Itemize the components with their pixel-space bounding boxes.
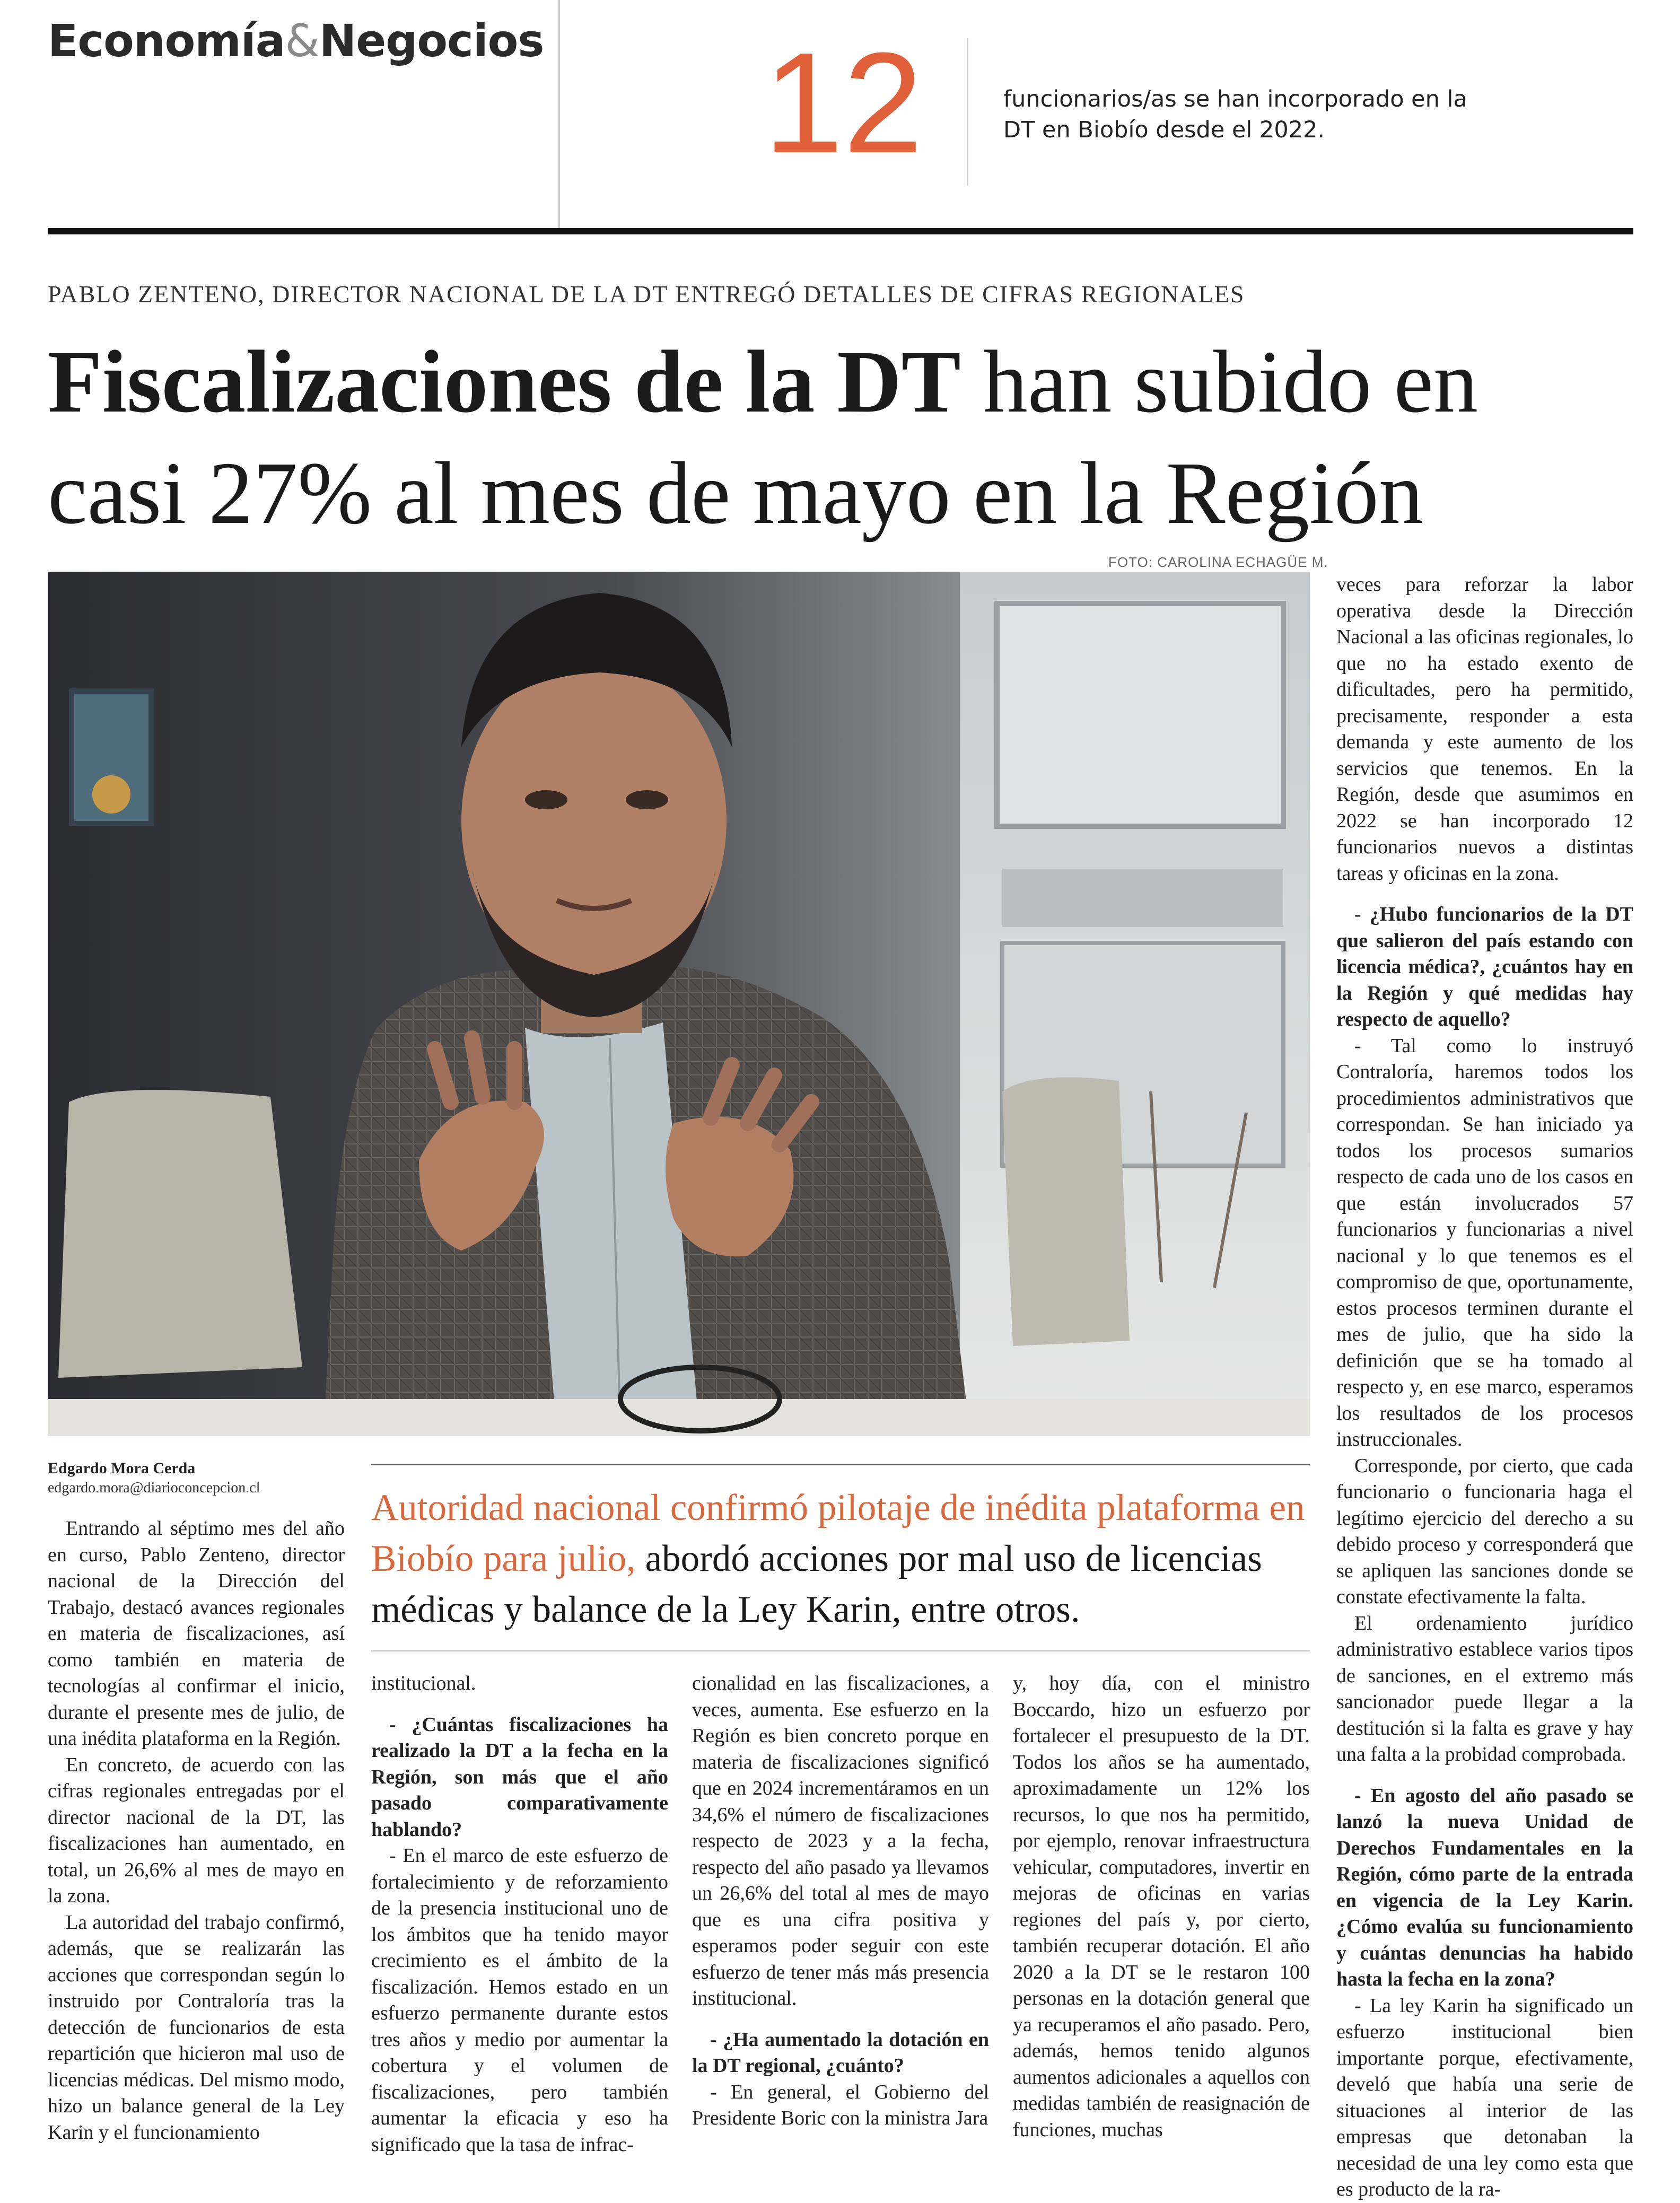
headline-bold: Fiscalizaciones de la DT: [48, 333, 961, 431]
paragraph: El ordenamiento jurídico administrativo establece varios tipos de sanciones, en el extremo más sancionador puede llegar a la destitución si la falta es grave y hay una falta a la probidad comprobada.: [1336, 1612, 1633, 1765]
interview-answer: - En el marco de este esfuerzo de fortalecimiento y de reforzamiento de la presencia institucional uno de los ámbitos que ha tenido mayor crecimiento es el ámbito de la fiscalización. Hemos estado en un esfuerzo permanente durante estos tres años y medio por aumentar la cobertura y el volumen de fiscalizaciones, pero también aumentar la eficacia y eso ha significado que la tasa de infrac-: [371, 1844, 668, 2156]
interview-answer: - La ley Karin ha significado un esfuerzo institucional bien importante porque, efectivamente, develó que había una serie de situaciones al interior de las empresas que detonaban la necesidad de una ley como esta que es producto de la ra-: [1336, 1994, 1633, 2200]
highlight-note: funcionarios/as se han incorporado en la DT en Biobío desde el 2022.: [1003, 86, 1467, 143]
article-column-5: [1336, 572, 1633, 2203]
article-column-4: [1013, 1671, 1310, 2143]
subhead-rule-bottom: [371, 1650, 1310, 1651]
interview-answer: y, hoy día, con el ministro Boccardo, hizo un esfuerzo por fortalecer el presupuesto de la DT. Todos los años se ha aumentado, aproximadamente un 12% los recursos, lo que nos ha permitido, por ejemplo, renovar infraestructura vehicular, computadores, invertir en mejoras de oficinas en varias regiones del país y, por cierto, también recuperar dotación. El año 2020 a la DT se le restaron 100 personas en la dotación general que ya recuperamos el año pasado. Pero, además, hemos tenido algunos aumentos adicionales a aquellos con medidas también de reasignación de funciones, muchas: [1013, 1672, 1310, 2141]
kicker: PABLO ZENTENO, DIRECTOR NACIONAL DE LA DT ENTREGÓ DETALLES DE CIFRAS REGIONALES: [48, 281, 1245, 308]
subhead-rest: abordó acciones por mal uso de licencias médicas y balance de la Ley Karin, entre otros.: [371, 1538, 1262, 1630]
paragraph: La autoridad del trabajo confirmó, además, que se realizarán las acciones que correspondan según lo instruido por Contraloría tras la detección de funcionarios de esta repartición que hicieron mal uso de licencias médicas. Del mismo modo, hizo un balance general de la Ley Karin y el funcionamiento: [48, 1911, 345, 2144]
byline-name: Edgardo Mora Cerda: [48, 1459, 196, 1477]
header-divider: [967, 38, 968, 186]
interview-question: - ¿Ha aumentado la dotación en la DT regional, ¿cuánto?: [692, 2028, 989, 2077]
header-divider: [558, 0, 560, 228]
section-name: Economía&Negocios: [48, 15, 544, 67]
interview-answer: cionalidad en las fiscalizaciones, a veces, aumenta. Ese esfuerzo en la Región es bien concreto porque en materia de fiscalizaciones significó que en 2024 incrementáramos en un 34,6% el número de fiscalizaciones respecto de 2023 y a la fecha, respecto del año pasado ya llevamos un 26,6% del total al mes de mayo que es una cifra positiva y esperamos poder seguir con este esfuerzo de tener más más presencia institucional.: [692, 1672, 989, 2009]
paragraph: institucional.: [371, 1672, 476, 1694]
header-rule: [48, 228, 1633, 234]
byline-email: edgardo.mora@diarioconcepcion.cl: [48, 1480, 260, 1496]
interview-question: - En agosto del año pasado se lanzó la nueva Unidad de Derechos Fundamentales en la Región, cómo parte de la entrada en vigencia de la Ley Karin. ¿Cómo evalúa su funcionamiento y cuántas denuncias ha habido hasta la fecha en la zona?: [1336, 1784, 1633, 1990]
interview-question: - ¿Hubo funcionarios de la DT que salieron del país estando con licencia médica?, ¿cuántos hay en la Región y qué medidas hay respecto de aquello?: [1336, 903, 1633, 1030]
headline: [48, 326, 1639, 549]
interview-question: - ¿Cuántas fiscalizaciones ha realizado la DT a la fecha en la Región, son más que el año pasado comparativamente hablando?: [371, 1713, 668, 1841]
headline-rest: han subido en casi 27% al mes de mayo en la Región: [48, 333, 1478, 543]
interview-answer: - En general, el Gobierno del Presidente Boric con la ministra Jara: [692, 2080, 989, 2129]
paragraph: Corresponde, por cierto, que cada funcionario o funcionaria haga el legítimo ejercicio del derecho a su debido proceso y corresponderá que se apliquen las sanciones donde se constate efectivamente la falta.: [1336, 1454, 1633, 1608]
article-column-3: [692, 1671, 989, 2132]
subhead-highlight: Autoridad nacional confirmó pilotaje de inédita plataforma en Biobío para julio,: [371, 1487, 1305, 1579]
interview-answer: veces para reforzar la labor operativa desde la Dirección Nacional a las oficinas regionales, lo que no ha estado exento de dificultades, pero ha permitido, precisamente, responder a esta demanda y este aumento de los servicios que tenemos. En la Región, desde que asumimos en 2022 se han incorporado 12 funcionarios nuevos a distintas tareas y oficinas en la zona.: [1336, 573, 1633, 885]
article-column-2: [371, 1671, 668, 2158]
article-photo: [48, 572, 1310, 1436]
photo-credit: FOTO: CAROLINA ECHAGÜE M.: [1108, 554, 1328, 570]
paragraph: En concreto, de acuerdo con las cifras regionales entregadas por el director nacional de la DT, las fiscalizaciones han aumentado, en total, un 26,6% al mes de mayo en la zona.: [48, 1753, 345, 1907]
interview-answer: - Tal como lo instruyó Contraloría, haremos todos los procedimientos administrativos que correspondan. Se han iniciado ya todos los procesos sumarios respecto de cada uno de los casos en que están involucrados 57 funcionarios y funcionarias a nivel nacional y lo que tenemos es el compromiso de que, oportunamente, estos procesos terminen durante el mes de julio, que ha sido la definición que se ha tomado al respecto y, en ese marco, esperamos los resultados de los procesos instruccionales.: [1336, 1034, 1633, 1450]
highlight-number: 12: [764, 23, 923, 183]
photo-illustration: [48, 572, 1310, 1436]
article-column-1: [48, 1516, 345, 2146]
paragraph: Entrando al séptimo mes del año en curso, Pablo Zenteno, director nacional de la Dirección del Trabajo, destacó avances regionales en materia de fiscalizaciones, así como también en materia de tecnologías al confirmar el inicio, durante el presente mes de julio, de una inédita plataforma en la Región.: [48, 1517, 345, 1750]
subhead: [371, 1482, 1315, 1635]
subhead-rule: [371, 1464, 1310, 1465]
